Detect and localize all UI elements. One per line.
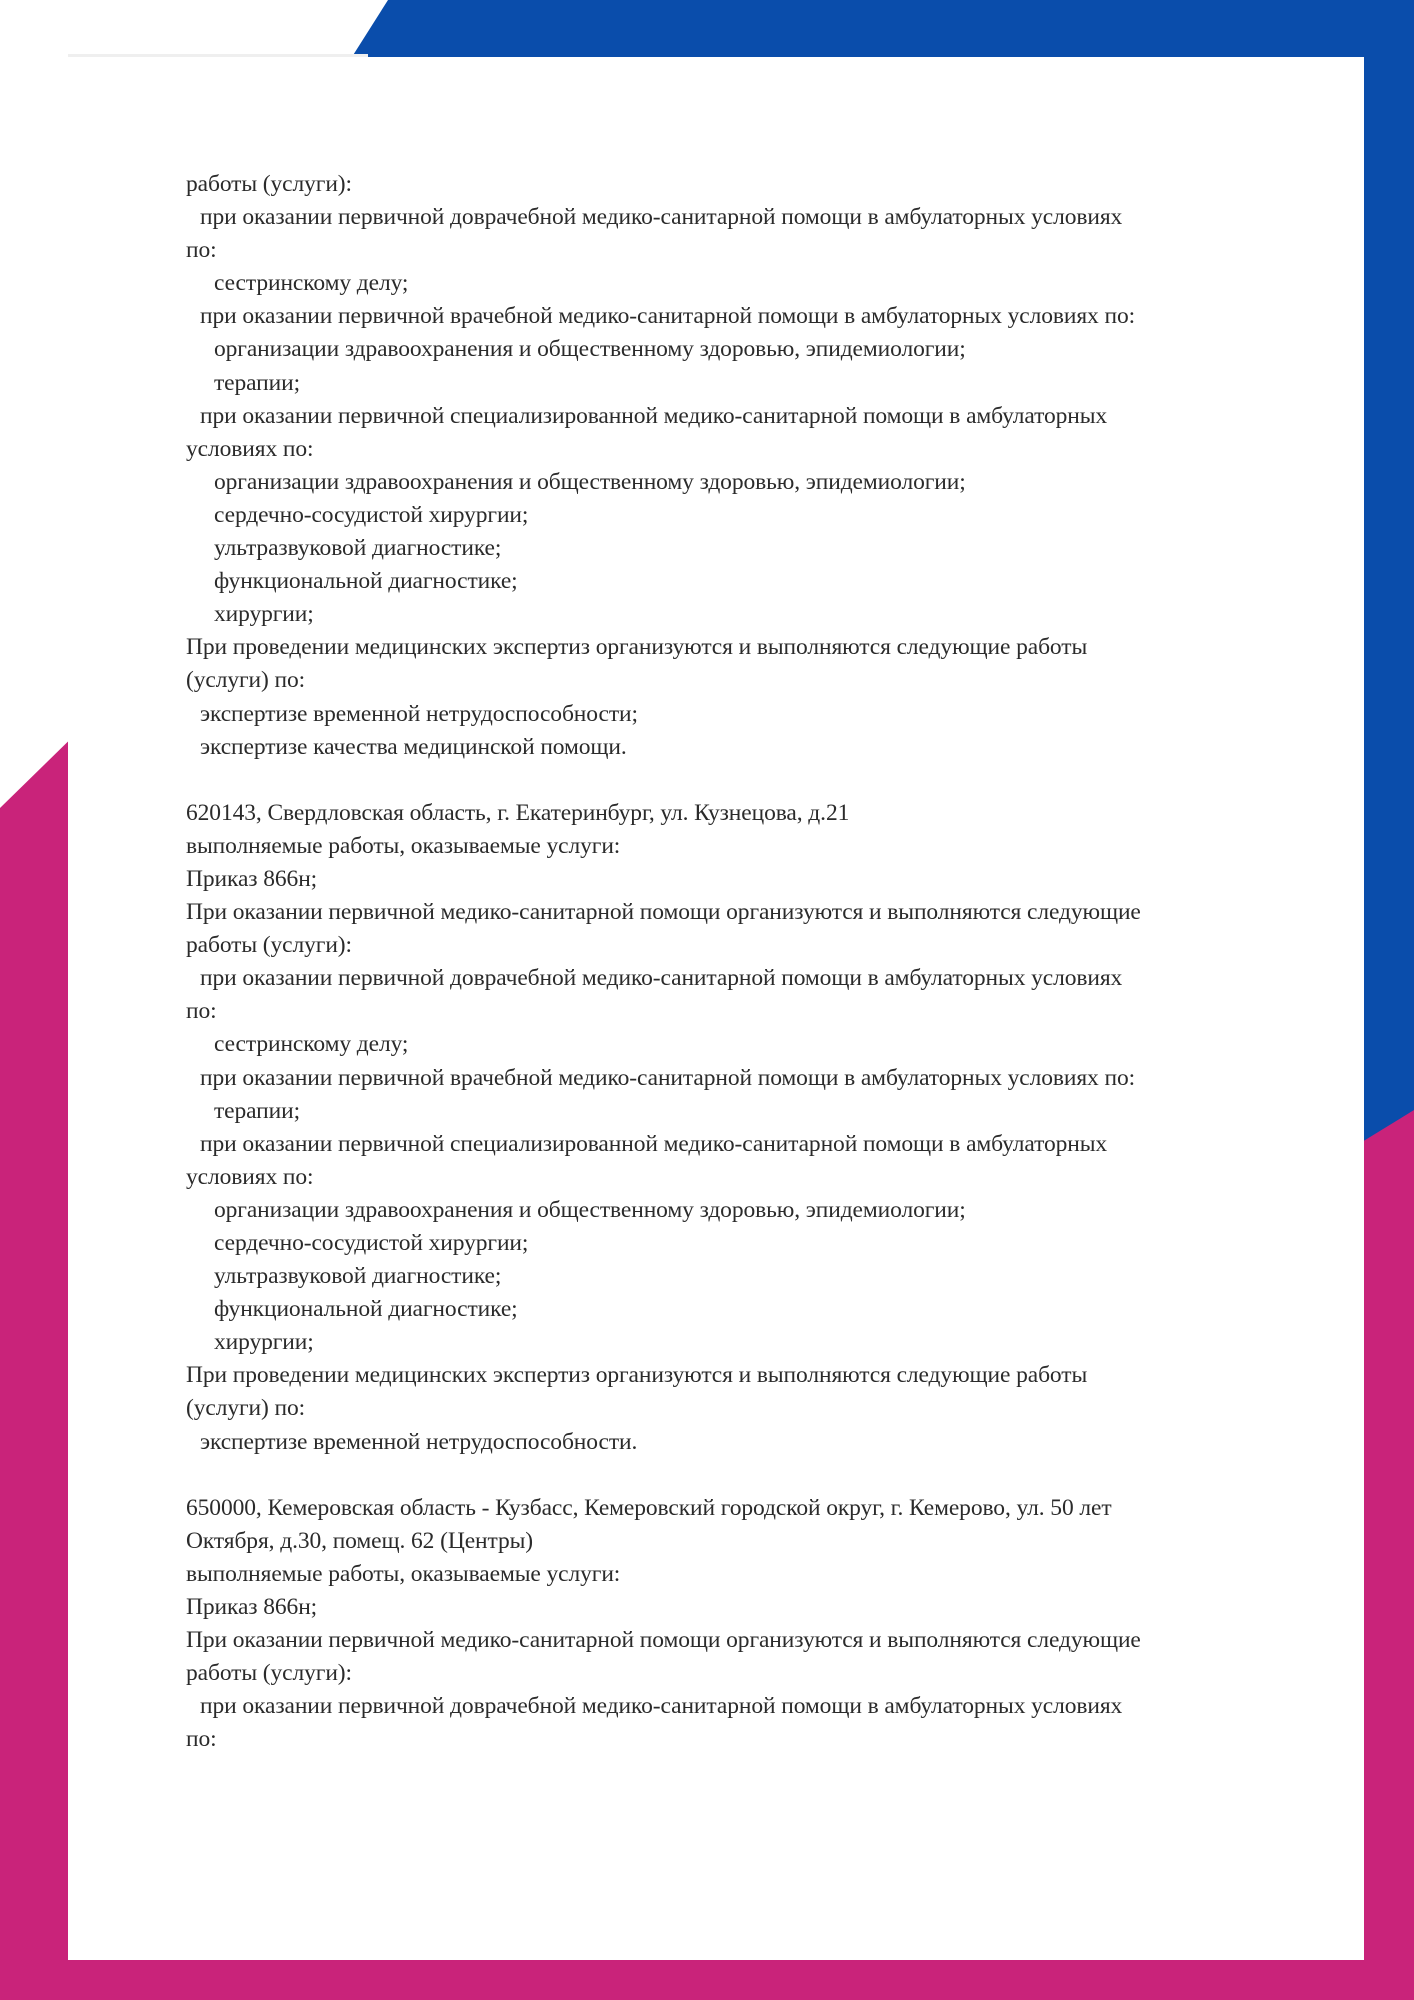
document-line: ультразвуковой диагностике; [214, 1263, 502, 1290]
document-line: экспертизе временной нетрудоспособности. [200, 1428, 638, 1455]
document-line: функциональной диагностике; [214, 568, 518, 595]
document-line: терапии; [214, 369, 301, 396]
document-line: хирургии; [214, 601, 314, 628]
document-line: (услуги) по: [186, 1395, 306, 1422]
document-line: работы (услуги): [186, 171, 352, 197]
document-line: при оказании первичной специализированной медико-санитарной помощи в амбулаторных [200, 402, 1108, 429]
document-line: сердечно-сосудистой хирургии; [214, 1230, 529, 1256]
document-line: при оказании первичной доврачебной медико-санитарной помощи в амбулаторных условиях [200, 965, 1123, 992]
document-line: по: [186, 1726, 217, 1753]
document-line: Октября, д.30, помещ. 62 (Центры) [186, 1527, 534, 1554]
document-line: выполняемые работы, оказываемые услуги: [186, 832, 621, 859]
document-line: по: [186, 237, 217, 264]
document-line: работы (услуги): [186, 932, 352, 959]
document-line: терапии; [214, 1097, 301, 1124]
document-line: экспертизе качества медицинской помощи. [200, 733, 627, 760]
document-line: ультразвуковой диагностике; [214, 535, 502, 562]
document-line: хирургии; [214, 1329, 314, 1356]
blank-line [186, 1459, 1326, 1492]
document-line: работы (услуги): [186, 1660, 352, 1687]
document-line: организации здравоохранения и общественному здоровью, эпидемиологии; [214, 1196, 966, 1223]
document-line: При оказании первичной медико-санитарной помощи организуются и выполняются следующие [186, 1627, 1141, 1654]
blank-line [186, 764, 1326, 797]
document-line: при оказании первичной доврачебной медико-санитарной помощи в амбулаторных условиях [200, 1693, 1123, 1720]
document-text [186, 168, 1326, 1757]
document-line: по: [186, 998, 217, 1025]
document-line: функциональной диагностике; [214, 1296, 518, 1323]
document-line: Приказ 866н; [186, 1594, 318, 1621]
document-line: экспертизе временной нетрудоспособности; [200, 700, 638, 727]
document-line: при оказании первичной доврачебной медико-санитарной помощи в амбулаторных условиях [200, 204, 1123, 231]
document-line: При проведении медицинских экспертиз организуются и выполняются следующие работы [186, 1362, 1088, 1389]
document-line: При оказании первичной медико-санитарной помощи организуются и выполняются следующие [186, 899, 1141, 926]
document-line: (услуги) по: [186, 667, 306, 694]
document-line: организации здравоохранения и общественному здоровью, эпидемиологии; [214, 468, 966, 495]
document-line: организации здравоохранения и общественному здоровью, эпидемиологии; [214, 336, 966, 363]
document-line: при оказании первичной специализированной медико-санитарной помощи в амбулаторных [200, 1130, 1108, 1157]
document-line: Приказ 866н; [186, 865, 318, 892]
document-line: выполняемые работы, оказываемые услуги: [186, 1560, 621, 1587]
document-line: сердечно-сосудистой хирургии; [214, 501, 529, 528]
document-line: 620143, Свердловская область, г. Екатеринбург, ул. Кузнецова, д.21 [186, 799, 850, 826]
document-line: условиях по: [186, 435, 314, 462]
document-line: сестринскому делу; [214, 1031, 409, 1058]
document-line: при оказании первичной врачебной медико-санитарной помощи в амбулаторных условиях по: [200, 303, 1136, 330]
document-line: сестринскому делу; [214, 270, 409, 297]
document-line: 650000, Кемеровская область - Кузбасс, Кемеровский городской округ, г. Кемерово, ул. 50 лет [186, 1494, 1112, 1521]
document-line: условиях по: [186, 1163, 314, 1190]
document-line: при оказании первичной врачебной медико-санитарной помощи в амбулаторных условиях по: [200, 1064, 1136, 1091]
document-line: При проведении медицинских экспертиз организуются и выполняются следующие работы [186, 634, 1088, 661]
